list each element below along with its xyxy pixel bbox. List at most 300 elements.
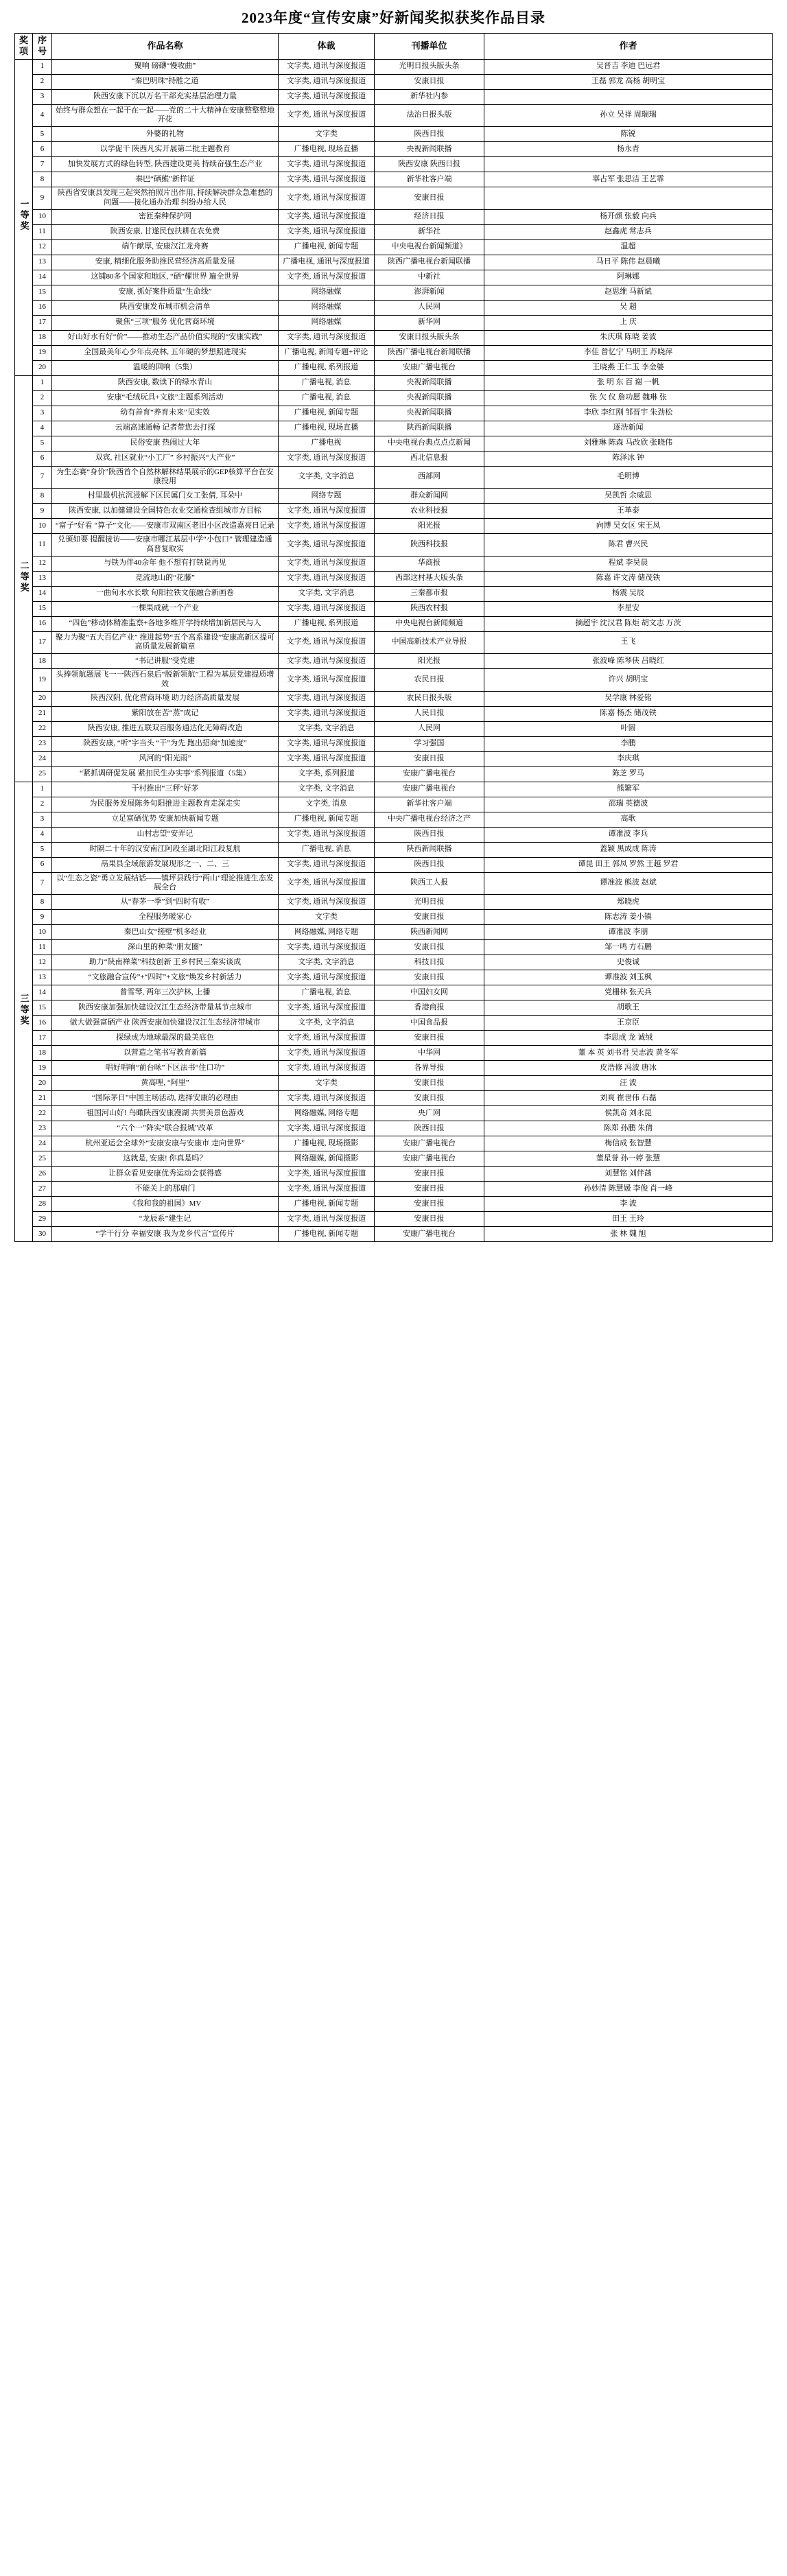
cell-name: 以学促干 陕西凡实开展第二批主题教育 [52, 142, 279, 157]
table-row [15, 209, 773, 224]
table-row [15, 654, 773, 669]
cell-unit: 华商报 [375, 556, 484, 571]
cell-no: 14 [33, 985, 52, 1000]
cell-no: 26 [33, 1167, 52, 1182]
cell-name: 祖国河山好! 鸟瞰陕西安康漫湖 共贯美景色游戏 [52, 1106, 279, 1121]
cell-author: 皮浩修 冯波 唐冰 [484, 1061, 773, 1076]
cell-name: 陕西汉阴, 优化营商环境 助力经济高质量发展 [52, 691, 279, 706]
cell-no: 5 [33, 127, 52, 142]
cell-type: 文字类, 通讯与深度报道 [279, 534, 375, 557]
table-row [15, 406, 773, 421]
cell-no: 23 [33, 736, 52, 751]
cell-type: 文字类, 通讯与深度报道 [279, 209, 375, 224]
table-row [15, 985, 773, 1000]
cell-unit: 香港商报 [375, 1000, 484, 1016]
cell-type: 文字类, 通讯与深度报道 [279, 601, 375, 616]
cell-author: 梅信成 张智慧 [484, 1136, 773, 1151]
table-row [15, 255, 773, 270]
cell-unit: 各界导报 [375, 1061, 484, 1076]
cell-no: 4 [33, 104, 52, 127]
table-row [15, 601, 773, 616]
cell-no: 13 [33, 970, 52, 985]
cell-unit: 安康日报 [375, 1197, 484, 1212]
table-row [15, 451, 773, 466]
table-row [15, 827, 773, 842]
cell-name: 加快发展方式的绿色转型, 陕西建设更美 持续奋强生态产业 [52, 157, 279, 172]
cell-unit: 农民日报 [375, 669, 484, 692]
cell-type: 文字类, 通讯与深度报道 [279, 224, 375, 239]
cell-no: 25 [33, 766, 52, 782]
table-row [15, 466, 773, 489]
cell-type: 文字类, 通讯与深度报道 [279, 74, 375, 89]
cell-no: 5 [33, 842, 52, 857]
cell-type: 文字类, 通讯与深度报道 [279, 654, 375, 669]
cell-unit: 安康日报 [375, 1212, 484, 1227]
table-row [15, 1182, 773, 1197]
cell-author: 王革泰 [484, 504, 773, 519]
cell-no: 3 [33, 89, 52, 104]
cell-name: 山村志望“安弄记 [52, 827, 279, 842]
cell-author: 赵思维 马新斌 [484, 285, 773, 300]
cell-type: 广播电视, 现场直播 [279, 142, 375, 157]
cell-type: 文字类, 消息 [279, 797, 375, 812]
cell-author: 李佳 曾忆宁 马明王 苏晓萍 [484, 345, 773, 360]
cell-unit: 新华社客户端 [375, 797, 484, 812]
cell-name: 这就是, 安康! 你真是吗？ [52, 1151, 279, 1167]
cell-type: 文字类 [279, 910, 375, 925]
cell-no: 14 [33, 270, 52, 285]
cell-no: 13 [33, 571, 52, 586]
cell-author: 李星安 [484, 601, 773, 616]
cell-type: 文字类, 通讯与深度报道 [279, 556, 375, 571]
cell-no: 21 [33, 706, 52, 721]
cell-no: 12 [33, 955, 52, 970]
cell-author: 蓋颖 黑成成 陈涛 [484, 842, 773, 857]
cell-type: 文字类, 通讯与深度报道 [279, 571, 375, 586]
cell-type: 广播电视, 消息 [279, 842, 375, 857]
table-row [15, 239, 773, 255]
cell-type: 文字类, 通讯与深度报道 [279, 59, 375, 74]
cell-author: 马日平 陈伟 赵晨曦 [484, 255, 773, 270]
cell-name: “富子”好看 “算子”文化——安康市双南区老旧小区改造嘉亮日记录 [52, 519, 279, 534]
cell-name: 幼有善育“养育未来”见实效 [52, 406, 279, 421]
document-page [0, 0, 787, 1242]
table-row [15, 330, 773, 345]
cell-unit: 央视新闻联播 [375, 390, 484, 406]
cell-no: 20 [33, 691, 52, 706]
cell-type: 网络融媒, 新闻摄影 [279, 1151, 375, 1167]
cell-no: 10 [33, 925, 52, 940]
cell-name: 一曲旬水水长歌 旬阳拉铁文旅融合新画卷 [52, 586, 279, 601]
cell-author: 陈泽冰 钟 [484, 451, 773, 466]
cell-type: 文字类, 通讯与深度报道 [279, 1167, 375, 1182]
cell-type: 文字类, 通讯与深度报道 [279, 857, 375, 872]
cell-author: 陈芝 罗马 [484, 766, 773, 782]
cell-type: 文字类 [279, 127, 375, 142]
table-row [15, 940, 773, 955]
cell-no: 3 [33, 812, 52, 827]
cell-type: 文字类, 通讯与深度报道 [279, 89, 375, 104]
cell-name: 与铁为伴40余年 他不想有打铁说再见 [52, 556, 279, 571]
cell-name: 陕西安康, 数读下的绿水青山 [52, 375, 279, 390]
cell-type: 文字类, 文字消息 [279, 1016, 375, 1031]
cell-no: 17 [33, 631, 52, 654]
column-header-unit: 刊播单位 [375, 34, 484, 60]
cell-name: 陕西安康, 以加健建设全国特色农业交通检查组城市方目标 [52, 504, 279, 519]
table-row [15, 1136, 773, 1151]
cell-no: 9 [33, 504, 52, 519]
cell-author: 王飞 [484, 631, 773, 654]
cell-name: 秦巴“硒熊”新样证 [52, 172, 279, 187]
cell-author: 向博 吴女区 宋王凤 [484, 519, 773, 534]
cell-unit: 中国妇女网 [375, 985, 484, 1000]
cell-no: 3 [33, 406, 52, 421]
table-row [15, 782, 773, 797]
cell-no: 18 [33, 330, 52, 345]
cell-unit: 中国高新技术产业导报 [375, 631, 484, 654]
cell-name: 温暖的回响（5集） [52, 360, 279, 375]
table-row [15, 1151, 773, 1167]
award-group-label: 一等奖 [15, 59, 33, 375]
cell-type: 文字类, 通讯与深度报道 [279, 970, 375, 985]
cell-no: 22 [33, 1106, 52, 1121]
cell-name: 从“春茅一季”到“四时有收” [52, 895, 279, 910]
cell-name: 民俗安康 热闹过大年 [52, 436, 279, 451]
cell-unit: 中央电视台新闻频道》 [375, 239, 484, 255]
cell-unit: 阳光报 [375, 654, 484, 669]
cell-type: 广播电视, 新闻专题 [279, 1227, 375, 1242]
table-row [15, 345, 773, 360]
cell-name: “紧抓调研促发展 紧扣民生办实事”系列报道（5集） [52, 766, 279, 782]
cell-name: 全程服务暖家心 [52, 910, 279, 925]
cell-no: 1 [33, 375, 52, 390]
cell-author [484, 89, 773, 104]
cell-no: 11 [33, 940, 52, 955]
cell-unit: 陕西科技报 [375, 534, 484, 557]
cell-type: 网络融媒, 网络专题 [279, 1106, 375, 1121]
cell-no: 21 [33, 1091, 52, 1106]
cell-no: 17 [33, 1031, 52, 1046]
cell-author: 孙妙清 陈慧媛 李俊 肖一峰 [484, 1182, 773, 1197]
cell-unit: 安康日报头版头条 [375, 330, 484, 345]
cell-author: 邵瑞 英德波 [484, 797, 773, 812]
cell-name: 为民服务发展陈务旬阳推进主题教育走深走实 [52, 797, 279, 812]
cell-name: 始终与群众想在一起干在一起——党的二十大精神在安康整整整地开花 [52, 104, 279, 127]
cell-name: “四色”移动体精准监察+各地多维开学持续增加新居民与人 [52, 616, 279, 631]
cell-name: 安康“毛绒玩具+文旅”主题系列活动 [52, 390, 279, 406]
cell-no: 6 [33, 857, 52, 872]
table-row [15, 857, 773, 872]
cell-type: 文字类, 通讯与深度报道 [279, 1121, 375, 1136]
cell-type: 文字类, 通讯与深度报道 [279, 872, 375, 895]
cell-type: 广播电视, 现场摄影 [279, 1136, 375, 1151]
cell-name: “国际茅日”中国主场活动, 选择安康的必理由 [52, 1091, 279, 1106]
cell-type: 文字类, 通讯与深度报道 [279, 631, 375, 654]
cell-name: 陕西安康, “听”字当头 “干”为先 跑出招商“加速度” [52, 736, 279, 751]
cell-no: 28 [33, 1197, 52, 1212]
cell-no: 13 [33, 255, 52, 270]
table-row [15, 736, 773, 751]
table-row [15, 187, 773, 210]
cell-unit: 安康日报 [375, 1031, 484, 1046]
cell-type: 文字类, 通讯与深度报道 [279, 104, 375, 127]
table-body [15, 59, 773, 1242]
cell-no: 16 [33, 300, 52, 315]
table-row [15, 872, 773, 895]
cell-name: 让群众看见安康优秀运动会获得感 [52, 1167, 279, 1182]
cell-name: 干村推出“三秤”好茅 [52, 782, 279, 797]
cell-name: 村里最机抗沉浸解下区民属门女工张倩, 耳朵中 [52, 489, 279, 504]
cell-name: 好山好水有好“价”——推动生态产品价值实现的“安康实践” [52, 330, 279, 345]
cell-unit: 阳光报 [375, 519, 484, 534]
cell-name: 唱好唱响“前台咏”下区法书“住口功” [52, 1061, 279, 1076]
cell-unit: 安康日报 [375, 187, 484, 210]
cell-name: “学干行分 幸福安康 我为龙乡代言”宣传片 [52, 1227, 279, 1242]
cell-type: 文字类, 通讯与深度报道 [279, 451, 375, 466]
cell-name: 以“生态之瓷”勇立发展结话——镇坪县践行“两山”理论推进生态发展全台 [52, 872, 279, 895]
cell-no: 20 [33, 1076, 52, 1091]
cell-author: 邹一鸣 方石鹏 [484, 940, 773, 955]
cell-author: 党栅林 张天兵 [484, 985, 773, 1000]
cell-author: 许兴 胡明宝 [484, 669, 773, 692]
table-row [15, 766, 773, 782]
table-row [15, 1106, 773, 1121]
cell-name: 做大做强富硒产业 陕西安康加快建设汉江生态经济带城市 [52, 1016, 279, 1031]
cell-type: 文字类, 通讯与深度报道 [279, 1000, 375, 1016]
cell-author: 程斌 李昊晨 [484, 556, 773, 571]
cell-name: 外婆的礼物 [52, 127, 279, 142]
cell-author: 谭准波 李朋 [484, 925, 773, 940]
cell-name: 兑颁如要 提醒接访——安康市哪江基层中学“小包口” 管理建造通高普复取实 [52, 534, 279, 557]
table-row [15, 157, 773, 172]
cell-author: 刘慧铭 刘伴菡 [484, 1167, 773, 1182]
cell-type: 文字类, 通讯与深度报道 [279, 736, 375, 751]
table-row [15, 1197, 773, 1212]
cell-author: 李思成 龙 诚绒 [484, 1031, 773, 1046]
cell-name: “文旅融合宣传”+“四时”+文旅“焕发乡村新活力 [52, 970, 279, 985]
cell-type: 广播电视, 现场直播 [279, 421, 375, 436]
cell-name: 黄高哩, “阿里” [52, 1076, 279, 1091]
cell-no: 19 [33, 345, 52, 360]
cell-author: 王晓燕 王仁玉 李金婆 [484, 360, 773, 375]
awards-table [14, 33, 773, 1242]
table-row [15, 504, 773, 519]
cell-type: 网络融媒 [279, 285, 375, 300]
cell-name: 为生态赛“身价”陕西首个自然林解林结果展示的GEP核算平台在安康投用 [52, 466, 279, 489]
table-row [15, 1091, 773, 1106]
cell-type: 广播电视, 系列报道 [279, 616, 375, 631]
cell-unit: 陕西安康 陕西日报 [375, 157, 484, 172]
cell-unit: 安康广播电视台 [375, 782, 484, 797]
cell-unit: 安康日报 [375, 910, 484, 925]
cell-type: 广播电视, 通讯与深度报道 [279, 255, 375, 270]
cell-name: 紫阳放在苦“蒸”成记 [52, 706, 279, 721]
cell-name: 以营造之笔书写教育新篇 [52, 1046, 279, 1061]
cell-no: 5 [33, 436, 52, 451]
table-row [15, 616, 773, 631]
cell-unit: 陕西日报 [375, 127, 484, 142]
table-row [15, 751, 773, 766]
cell-no: 15 [33, 285, 52, 300]
cell-unit: 人民网 [375, 721, 484, 736]
award-group-label: 二等奖 [15, 375, 33, 782]
cell-author: 张波峰 陈琴侠 吕晓红 [484, 654, 773, 669]
cell-author: 陈锐 [484, 127, 773, 142]
cell-name: “秦巴明珠”持胜之道 [52, 74, 279, 89]
table-row [15, 586, 773, 601]
cell-type: 文字类, 文字消息 [279, 586, 375, 601]
cell-no: 24 [33, 1136, 52, 1151]
cell-no: 4 [33, 827, 52, 842]
table-row [15, 519, 773, 534]
cell-type: 网络专题 [279, 489, 375, 504]
cell-type: 文字类, 通讯与深度报道 [279, 669, 375, 692]
cell-name: 竞流地山的“花藤” [52, 571, 279, 586]
table-row [15, 631, 773, 654]
table-row [15, 706, 773, 721]
table-row [15, 669, 773, 692]
table-row [15, 1031, 773, 1046]
cell-author: 张 明 东 百 谢 一帆 [484, 375, 773, 390]
table-row [15, 925, 773, 940]
cell-no: 7 [33, 466, 52, 489]
cell-unit: 人民网 [375, 300, 484, 315]
cell-no: 11 [33, 534, 52, 557]
table-row [15, 270, 773, 285]
cell-no: 8 [33, 895, 52, 910]
cell-type: 广播电视, 新闻专题 [279, 406, 375, 421]
table-row [15, 571, 773, 586]
cell-unit: 陕西广播电视台新闻联播 [375, 345, 484, 360]
cell-author [484, 187, 773, 210]
table-row [15, 421, 773, 436]
cell-no: 7 [33, 157, 52, 172]
cell-unit: 澎湃新闻 [375, 285, 484, 300]
cell-unit: 学习强国 [375, 736, 484, 751]
table-row [15, 1227, 773, 1242]
cell-unit: 人民日报 [375, 706, 484, 721]
table-row [15, 224, 773, 239]
cell-name: 不能关上的那扇门 [52, 1182, 279, 1197]
cell-type: 文字类, 通讯与深度报道 [279, 1031, 375, 1046]
cell-author: 吴凯哲 余威思 [484, 489, 773, 504]
cell-unit: 安康日报 [375, 74, 484, 89]
cell-no: 29 [33, 1212, 52, 1227]
table-row [15, 691, 773, 706]
cell-author: 李鹏 [484, 736, 773, 751]
table-row [15, 127, 773, 142]
cell-no: 30 [33, 1227, 52, 1242]
cell-unit: 安康广播电视台 [375, 1136, 484, 1151]
cell-type: 广播电视, 消息 [279, 390, 375, 406]
cell-author: 郑晓虎 [484, 895, 773, 910]
cell-name: 陕西安康下沉以万名干部充实基层治理力量 [52, 89, 279, 104]
cell-no: 15 [33, 1000, 52, 1016]
table-row [15, 1212, 773, 1227]
cell-author: 陈嘉 许文涛 储茂铁 [484, 571, 773, 586]
cell-unit: 新华社内参 [375, 89, 484, 104]
cell-no: 8 [33, 489, 52, 504]
cell-author [484, 157, 773, 172]
cell-name: 探绿成为地球最深的最美底色 [52, 1031, 279, 1046]
cell-type: 文字类, 通讯与深度报道 [279, 751, 375, 766]
cell-name: 立足富硒优势 安康加快新闻专题 [52, 812, 279, 827]
cell-type: 网络融媒, 网络专题 [279, 925, 375, 940]
cell-author: 史俊诚 [484, 955, 773, 970]
cell-unit: 中央电视台新闻频道 [375, 616, 484, 631]
cell-name: 曾雪琴, 两年三次护林, 上播 [52, 985, 279, 1000]
cell-type: 广播电视 [279, 436, 375, 451]
cell-name: 助力“陕南禅菜”科技创新 王乡村民三秦实谈成 [52, 955, 279, 970]
cell-type: 文字类, 通讯与深度报道 [279, 270, 375, 285]
cell-type: 网络融媒 [279, 300, 375, 315]
cell-no: 23 [33, 1121, 52, 1136]
cell-no: 2 [33, 74, 52, 89]
column-header-type: 体裁 [279, 34, 375, 60]
cell-author: 赵鑫虎 常志兵 [484, 224, 773, 239]
cell-type: 文字类, 通讯与深度报道 [279, 187, 375, 210]
cell-name: 陕西省安康县发现三起突然拍照片出作用, 持续解决群众急难愁的问题——接化通办治理 纠纷办给人民 [52, 187, 279, 210]
cell-unit: 陕西日报 [375, 827, 484, 842]
cell-type: 文字类, 通讯与深度报道 [279, 706, 375, 721]
cell-no: 12 [33, 239, 52, 255]
cell-author: 朱庆琪 陈晓 姜波 [484, 330, 773, 345]
cell-no: 10 [33, 209, 52, 224]
cell-unit: 安康广播电视台 [375, 360, 484, 375]
cell-unit: 安康日报 [375, 970, 484, 985]
cell-author: 吴晋吉 李迪 巴远君 [484, 59, 773, 74]
cell-author: 谭准波 熊波 赵斌 [484, 872, 773, 895]
column-header-award: 奖项 [15, 34, 33, 60]
cell-type: 广播电视, 消息 [279, 985, 375, 1000]
table-row [15, 842, 773, 857]
cell-name: 这铺80多个国家和地区, “硒”耀世界 遍全世界 [52, 270, 279, 285]
cell-no: 25 [33, 1151, 52, 1167]
cell-no: 19 [33, 669, 52, 692]
cell-unit: 群众新闻网 [375, 489, 484, 504]
table-row [15, 910, 773, 925]
cell-no: 17 [33, 315, 52, 330]
cell-unit: 安康日报 [375, 1076, 484, 1091]
table-row [15, 89, 773, 104]
cell-name: 全国最美年心少年点亮林, 五年硬的梦想照进现实 [52, 345, 279, 360]
cell-unit: 西部网 [375, 466, 484, 489]
cell-author: 上 庆 [484, 315, 773, 330]
cell-name: 聚力为聚“五大百亿产业” 推进起势“五个高系建设”安康高新区提可高质量发展新篇章 [52, 631, 279, 654]
table-row [15, 436, 773, 451]
cell-type: 文字类, 文字消息 [279, 955, 375, 970]
cell-author: 刘爽 崔世伟 石磊 [484, 1091, 773, 1106]
cell-unit: 三秦都市报 [375, 586, 484, 601]
cell-unit: 安康广播电视台 [375, 1151, 484, 1167]
cell-name: 《我和我的祖国》MV [52, 1197, 279, 1212]
column-header-author: 作者 [484, 34, 773, 60]
cell-author: 陈志涛 姜小镇 [484, 910, 773, 925]
cell-unit: 陕西广播电视台新闻联播 [375, 255, 484, 270]
cell-type: 广播电视, 新闻专题+评论 [279, 345, 375, 360]
cell-no: 15 [33, 601, 52, 616]
table-row [15, 955, 773, 970]
cell-unit: 中央广播电视台经济之产 [375, 812, 484, 827]
table-row [15, 970, 773, 985]
cell-no: 16 [33, 1016, 52, 1031]
cell-no: 14 [33, 586, 52, 601]
cell-author: 叶圆 [484, 721, 773, 736]
table-row [15, 556, 773, 571]
cell-unit: 央广网 [375, 1106, 484, 1121]
cell-author: 侯凯奇 刘永昆 [484, 1106, 773, 1121]
cell-author: 温超 [484, 239, 773, 255]
